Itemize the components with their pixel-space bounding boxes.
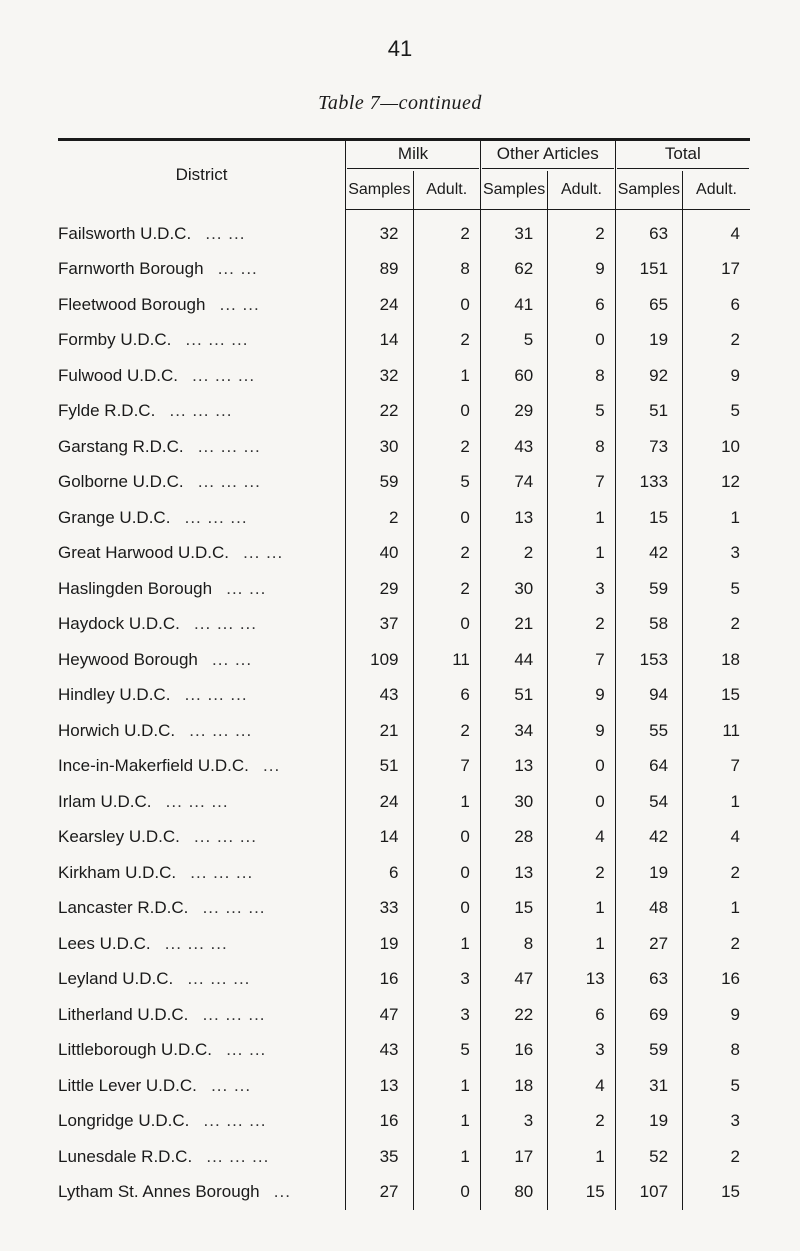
total-adult-cell: 2 xyxy=(683,607,750,643)
table-row xyxy=(58,749,750,785)
table-row xyxy=(58,820,750,856)
leader-dots: ... ... xyxy=(211,1075,252,1095)
district-name: Lunesdale R.D.C. xyxy=(58,1146,193,1166)
district-name: Farnworth Borough xyxy=(58,259,204,279)
total-samples-cell: 59 xyxy=(615,571,682,607)
other-samples-cell: 30 xyxy=(480,784,547,820)
other-samples-cell: 80 xyxy=(480,1175,547,1211)
other-adult-cell: 1 xyxy=(548,891,615,927)
other-adult-cell: 3 xyxy=(548,1033,615,1069)
total-samples-cell: 19 xyxy=(615,323,682,359)
district-cell xyxy=(58,429,346,465)
leader-dots: ... ... ... xyxy=(192,365,256,385)
other-adult-cell: 5 xyxy=(548,394,615,430)
milk-samples-header: Samples xyxy=(346,171,413,210)
total-adult-cell: 16 xyxy=(683,962,750,998)
total-adult-cell: 2 xyxy=(683,1139,750,1175)
total-adult-cell: 7 xyxy=(683,749,750,785)
total-adult-cell: 15 xyxy=(683,678,750,714)
total-adult-cell: 18 xyxy=(683,642,750,678)
table-row xyxy=(58,607,750,643)
total-adult-cell: 10 xyxy=(683,429,750,465)
other-samples-cell: 29 xyxy=(480,394,547,430)
other-adult-cell: 8 xyxy=(548,358,615,394)
district-cell xyxy=(58,855,346,891)
district-name: Fulwood U.D.C. xyxy=(58,365,178,385)
other-samples-cell: 8 xyxy=(480,926,547,962)
total-samples-cell: 94 xyxy=(615,678,682,714)
district-cell xyxy=(58,713,346,749)
other-samples-cell: 62 xyxy=(480,252,547,288)
other-adult-cell: 0 xyxy=(548,323,615,359)
total-adult-cell: 8 xyxy=(683,1033,750,1069)
milk-samples-cell: 16 xyxy=(346,1104,413,1140)
other-samples-cell: 41 xyxy=(480,287,547,323)
other-adult-cell: 0 xyxy=(548,784,615,820)
district-cell xyxy=(58,358,346,394)
district-name: Longridge U.D.C. xyxy=(58,1111,190,1131)
district-name: Horwich U.D.C. xyxy=(58,720,176,740)
total-adult-cell: 3 xyxy=(683,1104,750,1140)
total-samples-cell: 153 xyxy=(615,642,682,678)
other-adult-cell: 6 xyxy=(548,287,615,323)
district-cell xyxy=(58,210,346,252)
other-adult-cell: 7 xyxy=(548,465,615,501)
other-samples-cell: 18 xyxy=(480,1068,547,1104)
milk-samples-cell: 19 xyxy=(346,926,413,962)
total-samples-cell: 55 xyxy=(615,713,682,749)
other-samples-cell: 34 xyxy=(480,713,547,749)
total-adult-cell: 1 xyxy=(683,891,750,927)
page-number: 41 xyxy=(387,36,413,61)
table-row xyxy=(58,536,750,572)
total-adult-cell: 3 xyxy=(683,536,750,572)
district-cell xyxy=(58,820,346,856)
milk-adult-cell: 7 xyxy=(413,749,480,785)
milk-samples-cell: 24 xyxy=(346,784,413,820)
total-samples-cell: 58 xyxy=(615,607,682,643)
milk-adult-cell: 0 xyxy=(413,1175,480,1211)
other-samples-cell: 16 xyxy=(480,1033,547,1069)
other-samples-cell: 60 xyxy=(480,358,547,394)
milk-samples-cell: 30 xyxy=(346,429,413,465)
samples-table xyxy=(58,138,750,1210)
leader-dots: ... ... ... xyxy=(184,507,248,527)
district-name: Litherland U.D.C. xyxy=(58,1004,189,1024)
district-name: Leyland U.D.C. xyxy=(58,969,174,989)
other-adult-cell: 2 xyxy=(548,1104,615,1140)
total-samples-cell: 63 xyxy=(615,210,682,252)
district-name: Lees U.D.C. xyxy=(58,933,151,953)
district-cell xyxy=(58,1139,346,1175)
total-adult-cell: 5 xyxy=(683,1068,750,1104)
other-samples-header: Samples xyxy=(480,171,547,210)
milk-samples-cell: 35 xyxy=(346,1139,413,1175)
leader-dots: ... ... xyxy=(226,1040,267,1060)
milk-samples-cell: 51 xyxy=(346,749,413,785)
other-adult-cell: 1 xyxy=(548,1139,615,1175)
district-name: Kirkham U.D.C. xyxy=(58,862,177,882)
other-adult-cell: 2 xyxy=(548,210,615,252)
leader-dots: ... xyxy=(273,1182,291,1202)
table-row xyxy=(58,926,750,962)
other-adult-header: Adult. xyxy=(548,171,615,210)
other-adult-cell: 2 xyxy=(548,607,615,643)
total-samples-cell: 64 xyxy=(615,749,682,785)
other-adult-cell: 13 xyxy=(548,962,615,998)
milk-adult-cell: 5 xyxy=(413,1033,480,1069)
leader-dots: ... ... ... xyxy=(194,614,258,634)
table-row xyxy=(58,252,750,288)
district-cell xyxy=(58,571,346,607)
total-samples-cell: 65 xyxy=(615,287,682,323)
other-samples-cell: 43 xyxy=(480,429,547,465)
other-adult-cell: 9 xyxy=(548,713,615,749)
other-adult-cell: 15 xyxy=(548,1175,615,1211)
district-name: Grange U.D.C. xyxy=(58,507,171,527)
other-samples-cell: 51 xyxy=(480,678,547,714)
total-adult-cell: 15 xyxy=(683,1175,750,1211)
total-adult-cell: 2 xyxy=(683,855,750,891)
other-samples-cell: 3 xyxy=(480,1104,547,1140)
data-table-container xyxy=(58,138,750,1210)
district-cell xyxy=(58,997,346,1033)
leader-dots: ... ... ... xyxy=(202,898,266,918)
table-row xyxy=(58,642,750,678)
table-row xyxy=(58,287,750,323)
other-samples-cell: 31 xyxy=(480,210,547,252)
total-samples-cell: 59 xyxy=(615,1033,682,1069)
total-samples-cell: 19 xyxy=(615,855,682,891)
total-samples-cell: 27 xyxy=(615,926,682,962)
district-cell xyxy=(58,465,346,501)
milk-adult-cell: 3 xyxy=(413,997,480,1033)
other-samples-cell: 30 xyxy=(480,571,547,607)
table-row xyxy=(58,855,750,891)
milk-samples-cell: 6 xyxy=(346,855,413,891)
other-samples-cell: 2 xyxy=(480,536,547,572)
milk-samples-cell: 37 xyxy=(346,607,413,643)
district-cell xyxy=(58,1175,346,1211)
milk-adult-cell: 1 xyxy=(413,926,480,962)
total-samples-cell: 15 xyxy=(615,500,682,536)
district-cell xyxy=(58,1033,346,1069)
milk-adult-cell: 1 xyxy=(413,784,480,820)
milk-samples-cell: 89 xyxy=(346,252,413,288)
district-name: Little Lever U.D.C. xyxy=(58,1075,197,1095)
table-row xyxy=(58,210,750,252)
table-row xyxy=(58,1068,750,1104)
milk-group-header: Milk xyxy=(346,140,481,172)
table-caption: Table 7—continued xyxy=(318,92,482,114)
milk-samples-cell: 16 xyxy=(346,962,413,998)
other-adult-cell: 1 xyxy=(548,500,615,536)
district-name: Garstang R.D.C. xyxy=(58,436,184,456)
milk-adult-cell: 2 xyxy=(413,571,480,607)
table-body xyxy=(58,210,750,1211)
table-row xyxy=(58,394,750,430)
other-adult-cell: 6 xyxy=(548,997,615,1033)
table-row xyxy=(58,1033,750,1069)
district-name: Kearsley U.D.C. xyxy=(58,827,180,847)
milk-adult-cell: 1 xyxy=(413,1068,480,1104)
district-cell xyxy=(58,784,346,820)
milk-adult-cell: 2 xyxy=(413,536,480,572)
table-row xyxy=(58,891,750,927)
other-samples-cell: 17 xyxy=(480,1139,547,1175)
milk-samples-cell: 43 xyxy=(346,1033,413,1069)
total-samples-cell: 73 xyxy=(615,429,682,465)
district-cell xyxy=(58,287,346,323)
table-row xyxy=(58,678,750,714)
milk-adult-cell: 2 xyxy=(413,210,480,252)
total-samples-cell: 51 xyxy=(615,394,682,430)
milk-samples-cell: 29 xyxy=(346,571,413,607)
total-samples-cell: 31 xyxy=(615,1068,682,1104)
total-samples-cell: 69 xyxy=(615,997,682,1033)
district-cell xyxy=(58,891,346,927)
other-samples-cell: 28 xyxy=(480,820,547,856)
leader-dots: ... ... ... xyxy=(169,401,233,421)
leader-dots: ... ... xyxy=(212,649,253,669)
total-samples-header: Samples xyxy=(615,171,682,210)
leader-dots: ... ... xyxy=(219,294,260,314)
leader-dots: ... ... ... xyxy=(185,330,249,350)
district-cell xyxy=(58,749,346,785)
total-adult-cell: 17 xyxy=(683,252,750,288)
other-adult-cell: 2 xyxy=(548,855,615,891)
milk-samples-cell: 59 xyxy=(346,465,413,501)
other-samples-cell: 13 xyxy=(480,855,547,891)
leader-dots: ... ... ... xyxy=(164,933,228,953)
milk-samples-cell: 32 xyxy=(346,210,413,252)
total-adult-cell: 2 xyxy=(683,926,750,962)
total-samples-cell: 42 xyxy=(615,536,682,572)
leader-dots: ... ... xyxy=(243,543,284,563)
total-adult-cell: 12 xyxy=(683,465,750,501)
milk-samples-cell: 22 xyxy=(346,394,413,430)
district-name: Fylde R.D.C. xyxy=(58,401,156,421)
district-cell xyxy=(58,962,346,998)
district-cell xyxy=(58,1068,346,1104)
leader-dots: ... ... xyxy=(217,259,258,279)
district-name: Lytham St. Annes Borough xyxy=(58,1182,260,1202)
table-row xyxy=(58,429,750,465)
table-row xyxy=(58,465,750,501)
district-cell xyxy=(58,642,346,678)
table-row xyxy=(58,358,750,394)
total-samples-cell: 48 xyxy=(615,891,682,927)
total-adult-cell: 1 xyxy=(683,784,750,820)
milk-adult-cell: 2 xyxy=(413,323,480,359)
milk-samples-cell: 2 xyxy=(346,500,413,536)
milk-samples-cell: 40 xyxy=(346,536,413,572)
milk-samples-cell: 43 xyxy=(346,678,413,714)
total-group-header: Total xyxy=(615,140,750,172)
milk-adult-cell: 8 xyxy=(413,252,480,288)
leader-dots: ... ... xyxy=(205,223,246,243)
milk-adult-cell: 2 xyxy=(413,429,480,465)
total-samples-cell: 52 xyxy=(615,1139,682,1175)
milk-adult-cell: 0 xyxy=(413,500,480,536)
district-name: Irlam U.D.C. xyxy=(58,791,152,811)
milk-adult-cell: 0 xyxy=(413,855,480,891)
total-adult-cell: 9 xyxy=(683,997,750,1033)
district-name: Lancaster R.D.C. xyxy=(58,898,189,918)
milk-adult-cell: 1 xyxy=(413,1139,480,1175)
district-name: Fleetwood Borough xyxy=(58,294,206,314)
total-adult-header: Adult. xyxy=(683,171,750,210)
total-adult-cell: 5 xyxy=(683,571,750,607)
leader-dots: ... ... ... xyxy=(203,1111,267,1131)
district-cell xyxy=(58,323,346,359)
total-samples-cell: 107 xyxy=(615,1175,682,1211)
total-adult-cell: 11 xyxy=(683,713,750,749)
leader-dots: ... ... ... xyxy=(202,1004,266,1024)
district-cell xyxy=(58,678,346,714)
total-samples-cell: 151 xyxy=(615,252,682,288)
other-adult-cell: 4 xyxy=(548,820,615,856)
milk-adult-cell: 11 xyxy=(413,642,480,678)
other-samples-cell: 47 xyxy=(480,962,547,998)
table-row xyxy=(58,962,750,998)
total-adult-cell: 6 xyxy=(683,287,750,323)
leader-dots: ... ... xyxy=(226,578,267,598)
other-adult-cell: 4 xyxy=(548,1068,615,1104)
milk-samples-cell: 24 xyxy=(346,287,413,323)
district-cell xyxy=(58,1104,346,1140)
milk-samples-cell: 27 xyxy=(346,1175,413,1211)
district-cell xyxy=(58,394,346,430)
district-name: Haslingden Borough xyxy=(58,578,213,598)
total-samples-cell: 19 xyxy=(615,1104,682,1140)
total-samples-cell: 63 xyxy=(615,962,682,998)
other-articles-group-header: Other Articles xyxy=(480,140,615,172)
leader-dots: ... ... ... xyxy=(190,862,254,882)
table-row xyxy=(58,571,750,607)
table-row xyxy=(58,997,750,1033)
other-samples-cell: 13 xyxy=(480,500,547,536)
district-cell xyxy=(58,926,346,962)
total-adult-cell: 9 xyxy=(683,358,750,394)
other-adult-cell: 1 xyxy=(548,536,615,572)
milk-adult-cell: 5 xyxy=(413,465,480,501)
milk-adult-cell: 0 xyxy=(413,891,480,927)
milk-samples-cell: 32 xyxy=(346,358,413,394)
leader-dots: ... ... ... xyxy=(165,791,229,811)
other-adult-cell: 9 xyxy=(548,252,615,288)
district-cell xyxy=(58,252,346,288)
district-name: Littleborough U.D.C. xyxy=(58,1040,213,1060)
district-column-header: District xyxy=(58,140,346,210)
leader-dots: ... ... ... xyxy=(189,720,253,740)
total-adult-cell: 2 xyxy=(683,323,750,359)
leader-dots: ... ... ... xyxy=(187,969,251,989)
milk-adult-cell: 0 xyxy=(413,394,480,430)
table-row xyxy=(58,323,750,359)
total-samples-cell: 42 xyxy=(615,820,682,856)
leader-dots: ... ... ... xyxy=(197,436,261,456)
district-name: Hindley U.D.C. xyxy=(58,685,171,705)
district-cell xyxy=(58,500,346,536)
table-row xyxy=(58,1104,750,1140)
table-row xyxy=(58,1139,750,1175)
district-cell xyxy=(58,536,346,572)
district-name: Great Harwood U.D.C. xyxy=(58,543,229,563)
other-adult-cell: 0 xyxy=(548,749,615,785)
milk-samples-cell: 14 xyxy=(346,820,413,856)
milk-adult-cell: 0 xyxy=(413,607,480,643)
milk-adult-cell: 6 xyxy=(413,678,480,714)
milk-samples-cell: 14 xyxy=(346,323,413,359)
milk-samples-cell: 13 xyxy=(346,1068,413,1104)
district-name: Formby U.D.C. xyxy=(58,330,172,350)
total-samples-cell: 133 xyxy=(615,465,682,501)
milk-adult-header: Adult. xyxy=(413,171,480,210)
milk-samples-cell: 21 xyxy=(346,713,413,749)
other-samples-cell: 13 xyxy=(480,749,547,785)
other-samples-cell: 44 xyxy=(480,642,547,678)
district-cell xyxy=(58,607,346,643)
table-header xyxy=(58,140,750,210)
other-adult-cell: 7 xyxy=(548,642,615,678)
total-adult-cell: 1 xyxy=(683,500,750,536)
table-row xyxy=(58,784,750,820)
milk-adult-cell: 0 xyxy=(413,820,480,856)
other-samples-cell: 5 xyxy=(480,323,547,359)
leader-dots: ... xyxy=(263,756,281,776)
milk-adult-cell: 1 xyxy=(413,1104,480,1140)
milk-samples-cell: 47 xyxy=(346,997,413,1033)
district-name: Golborne U.D.C. xyxy=(58,472,184,492)
other-adult-cell: 3 xyxy=(548,571,615,607)
milk-adult-cell: 0 xyxy=(413,287,480,323)
total-adult-cell: 4 xyxy=(683,210,750,252)
other-samples-cell: 22 xyxy=(480,997,547,1033)
district-name: Ince-in-Makerfield U.D.C. xyxy=(58,756,249,776)
total-samples-cell: 92 xyxy=(615,358,682,394)
other-adult-cell: 1 xyxy=(548,926,615,962)
leader-dots: ... ... ... xyxy=(194,827,258,847)
milk-samples-cell: 33 xyxy=(346,891,413,927)
other-samples-cell: 15 xyxy=(480,891,547,927)
leader-dots: ... ... ... xyxy=(206,1146,270,1166)
milk-adult-cell: 2 xyxy=(413,713,480,749)
table-row xyxy=(58,1175,750,1211)
total-adult-cell: 4 xyxy=(683,820,750,856)
total-adult-cell: 5 xyxy=(683,394,750,430)
other-samples-cell: 21 xyxy=(480,607,547,643)
other-samples-cell: 74 xyxy=(480,465,547,501)
total-samples-cell: 54 xyxy=(615,784,682,820)
milk-adult-cell: 1 xyxy=(413,358,480,394)
leader-dots: ... ... ... xyxy=(197,472,261,492)
other-adult-cell: 8 xyxy=(548,429,615,465)
leader-dots: ... ... ... xyxy=(184,685,248,705)
district-name: Haydock U.D.C. xyxy=(58,614,180,634)
table-row xyxy=(58,500,750,536)
other-adult-cell: 9 xyxy=(548,678,615,714)
district-name: Heywood Borough xyxy=(58,649,198,669)
milk-samples-cell: 109 xyxy=(346,642,413,678)
district-name: Failsworth U.D.C. xyxy=(58,223,192,243)
table-row xyxy=(58,713,750,749)
milk-adult-cell: 3 xyxy=(413,962,480,998)
